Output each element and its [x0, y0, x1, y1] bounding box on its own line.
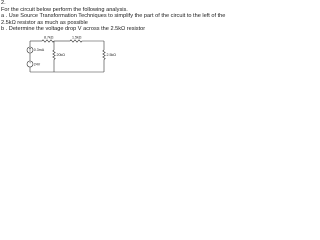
part-a-line-2: 2.5kΩ resistor as much as possible: [1, 19, 88, 26]
label-8-7k: 8.7kΩ: [44, 35, 54, 40]
label-24v: 24V: [33, 62, 41, 67]
resistor-2-5k: [103, 50, 105, 60]
resistor-20k: [53, 50, 55, 60]
label-1-5k: 1.5kΩ: [72, 35, 82, 40]
label-current-source: 0.3mA: [33, 48, 45, 52]
label-2-5k: 2.5kΩ: [106, 53, 116, 57]
problem-intro: For the circuit below perform the following analysis.: [1, 6, 128, 13]
resistor-8-7k: [42, 40, 54, 42]
problem-number: 2.: [1, 0, 6, 6]
circuit-diagram: [0, 0, 226, 78]
problem-page: [0, 0, 226, 78]
resistor-1-5k: [70, 40, 82, 42]
part-b: b . Determine the voltage drop V across the 2.5kΩ resistor: [1, 26, 146, 33]
label-20k: 20kΩ: [56, 53, 65, 57]
part-a-line-1: a . Use Source Transformation Techniques to simplify the part of the circuit to the left of the: [1, 13, 226, 20]
svg-text:+: +: [29, 60, 31, 65]
